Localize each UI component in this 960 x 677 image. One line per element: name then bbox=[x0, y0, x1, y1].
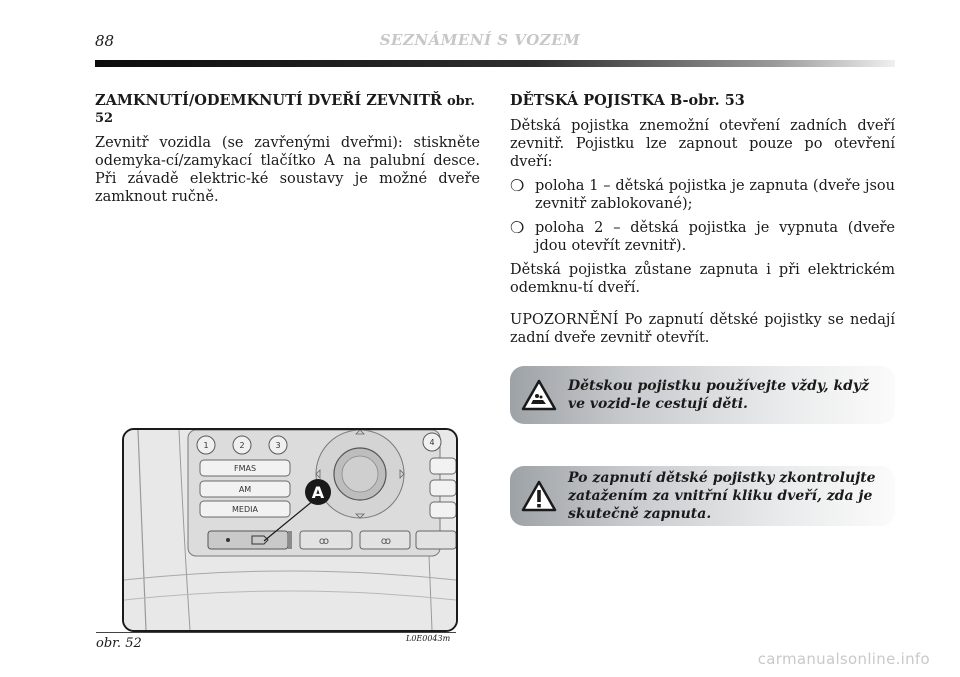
bullet-item bbox=[510, 177, 895, 213]
radio-label-am: AM bbox=[238, 485, 252, 494]
left-paragraph: Zevnitř vozidla (se zavřenými dveřmi): stiskněte odemyka-cí/zamykací tlačítko A na palubní desce. Při závadě elektric-ké soustavy je možné dveře zamknout ručně. bbox=[95, 135, 480, 205]
right-intro: Dětská pojistka znemožní otevření zadních dveří zevnitř. Pojistku lze zapnout pouze po otevření dveří: bbox=[510, 118, 895, 170]
child-car-warning-icon bbox=[510, 379, 568, 411]
warning-text: Dětskou pojistku používejte vždy, když ve vozid-le cestují děti. bbox=[568, 378, 870, 412]
left-heading bbox=[95, 92, 480, 126]
callout-a-label: A bbox=[311, 483, 325, 502]
figure-code: L0E0043m bbox=[406, 634, 451, 643]
section-title: SEZNÁMENÍ S VOZEM bbox=[379, 31, 581, 49]
warning-text: Po zapnutí dětské pojistky zkontrolujte zatažením za vnitřní kliku dveří, zda je skutečně zapnuta. bbox=[568, 470, 876, 522]
watermark: carmanualsonline.info bbox=[757, 650, 930, 668]
page-number: 88 bbox=[95, 32, 115, 50]
radio-label-fm: FMAS bbox=[233, 464, 257, 473]
right-note: UPOZORNĚNÍ Po zapnutí dětské pojistky se nedají zadní dveře zevnitř otevřít. bbox=[510, 312, 895, 346]
bullet-mark: ❍ bbox=[510, 176, 525, 195]
central-lock-button bbox=[208, 531, 288, 549]
figure-caption: obr. 52 bbox=[96, 636, 142, 651]
left-heading-ref: obr. 52 bbox=[95, 94, 475, 126]
left-column bbox=[95, 92, 480, 212]
exclamation-warning-icon bbox=[510, 480, 568, 512]
dashboard-figure bbox=[122, 428, 458, 632]
svg-text:ꝏ: ꝏ bbox=[318, 536, 330, 547]
header-rule bbox=[95, 60, 895, 67]
figure-caption-rule bbox=[96, 632, 456, 633]
bullet-item bbox=[510, 219, 895, 255]
dashboard-illustration bbox=[124, 430, 456, 630]
left-heading-text: ZAMKNUTÍ/ODEMKNUTÍ DVEŘÍ ZEVNITŘ bbox=[95, 92, 442, 109]
right-after: Dětská pojistka zůstane zapnuta i při elektrickém odemknu-tí dveří. bbox=[510, 262, 895, 296]
bullet-mark: ❍ bbox=[510, 218, 525, 237]
warning-box-children bbox=[510, 366, 895, 424]
right-column bbox=[510, 92, 895, 353]
bullet-text: poloha 2 – dětská pojistka je vypnuta (dveře jdou otevřít zevnitř). bbox=[535, 220, 895, 254]
svg-text:ꝏ: ꝏ bbox=[380, 536, 392, 547]
radio-label-media: MEDIA bbox=[232, 505, 258, 514]
preset-label-3: 3 bbox=[275, 441, 281, 450]
bullet-text: poloha 1 – dětská pojistka je zapnuta (dveře jsou zevnitř zablokované); bbox=[535, 178, 895, 212]
right-heading: DĚTSKÁ POJISTKA B-obr. 53 bbox=[510, 92, 745, 109]
preset-label-4: 4 bbox=[429, 438, 435, 447]
warning-box-check bbox=[510, 466, 895, 526]
preset-label-1: 1 bbox=[203, 441, 209, 450]
preset-label-2: 2 bbox=[239, 441, 245, 450]
